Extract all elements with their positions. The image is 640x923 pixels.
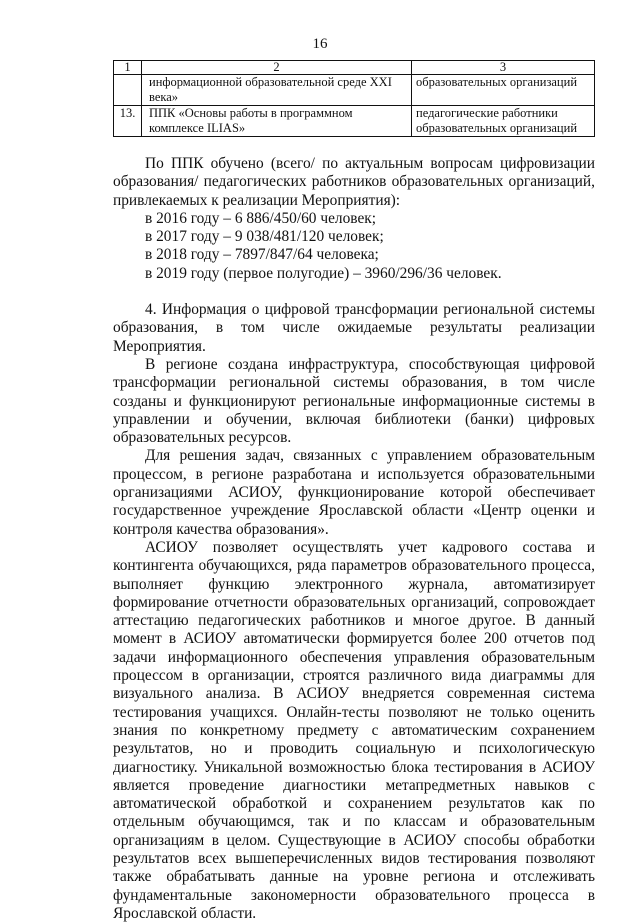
body-text [113, 155, 595, 923]
table-row [114, 75, 595, 106]
audience-cell: образовательных организаций [412, 75, 595, 106]
table-header-cell: 2 [142, 61, 412, 75]
table-header-row [114, 61, 595, 75]
program-cell: информационной образовательной среде XXI века» [142, 75, 412, 106]
year-item: в 2019 году (первое полугодие) – 3960/296/36 человек. [145, 264, 502, 282]
section-heading: 4. Информация о цифровой трансформации региональной системы образования, в том числе ожидаемые результаты реализации Мероприятия. [113, 301, 595, 355]
paragraph: В регионе создана инфраструктура, способствующая цифровой трансформации региональной системы образования, в том числе созданы и функционируют региональные информационные системы в управлении и обучении, включая библиотеки (банки) цифровых образовательных ресурсов. [113, 355, 595, 447]
table-header-cell: 1 [114, 61, 142, 75]
page-number: 16 [312, 36, 328, 52]
program-cell: ППК «Основы работы в программном комплексе ILIAS» [142, 106, 412, 137]
paragraph: АСИОУ позволяет осуществлять учет кадрового состава и контингента обучающихся, ряда параметров образовательного процесса, выполняет функцию электронного журнала, автоматизирует формирование отчетности образовательных организаций, сопровождает аттестацию педагогических работников и многое другое. В данный момент в АСИОУ автоматически формируется более 200 отчетов под задачи информационного обеспечения управления образовательным процессом в организации, строятся различного вида диаграммы для визуального анализа. В АСИОУ внедряется современная система тестирования учащихся. Онлайн-тесты позволяют не только оценить знания по конкретному предмету с автоматическим сохранением результатов, но и проводить социальную и психологическую диагностику. Уникальной возможностью блока тестирования в АСИОУ является проведение диагностики метапредметных навыков с автоматической обработкой и сохранением результатов как по отдельным обучающимся, так и по классам и образовательным организациям в целом. Существующие в АСИОУ способы обработки результатов всех вышеперечисленных видов тестирования позволяют также обрабатывать данные на уровне региона и отслеживать фундаментальные закономерности образовательного процесса в Ярославской области. [113, 538, 595, 922]
year-item: в 2017 году – 9 038/481/120 человек; [145, 228, 384, 246]
row-number: 13. [114, 106, 142, 137]
table-header-cell: 3 [412, 61, 595, 75]
intro-paragraph: По ППК обучено (всего/ по актуальным вопросам цифровизации образования/ педагогических работников образовательных организаций, привлекаемых к реализации Мероприятия): [113, 155, 595, 209]
paragraph: Для решения задач, связанных с управлением образовательным процессом, в регионе разработана и используется образовательными организациями АСИОУ, функционирование которой обеспечивает государственное учреждение Ярославской области «Центр оценки и контроля качества образования». [113, 447, 595, 538]
continued-table [113, 60, 595, 137]
year-item: в 2016 году – 6 886/450/60 человек; [145, 209, 377, 227]
row-number [114, 75, 142, 106]
table-row [114, 106, 595, 137]
spacer [113, 283, 595, 301]
year-item: в 2018 году – 7897/847/64 человека; [145, 246, 379, 264]
audience-cell: педагогические работники образовательных организаций [412, 106, 595, 137]
